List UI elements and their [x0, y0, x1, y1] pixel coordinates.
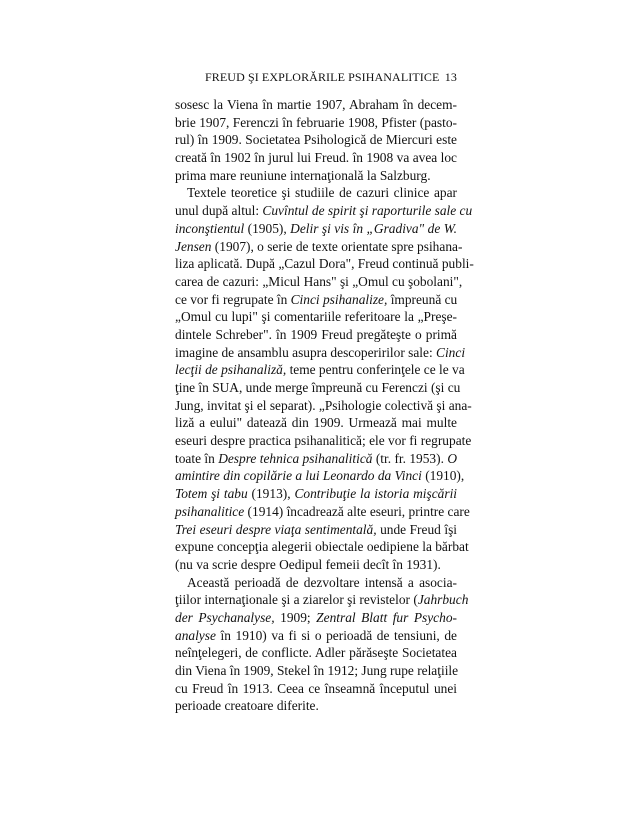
text-run: „Omul cu lupi" şi comentariile referitoare la „Preşe-	[175, 309, 457, 325]
paragraph	[175, 574, 469, 716]
italic-title: Cinci	[436, 344, 466, 360]
text-run: (1910),	[421, 468, 465, 484]
text-run: sosesc la Viena în martie 1907, Abraham în decem-	[175, 97, 457, 112]
text-line	[175, 273, 463, 291]
running-header	[175, 70, 457, 88]
text-run: unul după altul:	[175, 203, 263, 219]
text-run: (1905),	[244, 220, 291, 236]
text-line	[175, 414, 457, 432]
text-run: rul) în 1909. Societatea Psihologică de Miercuri este	[175, 132, 457, 148]
text-run: expune concepţia alegerii obiectale oedipiene la bărbat	[175, 539, 469, 555]
italic-title: der Psychanalyse,	[175, 609, 275, 625]
text-line	[175, 255, 474, 273]
italic-title: O	[447, 450, 457, 466]
text-line	[175, 538, 469, 556]
text-line	[175, 574, 457, 592]
text-line	[175, 485, 457, 503]
text-line	[175, 202, 473, 220]
text-line	[175, 432, 472, 450]
text-line	[175, 662, 457, 680]
text-line	[175, 609, 457, 627]
text-run: Jung, invitat şi el separat). „Psihologie colectivă şi ana-	[175, 397, 472, 413]
italic-title: Totem şi tabu	[175, 486, 248, 502]
paragraph	[175, 96, 457, 184]
italic-title: lecţii de psihanaliză,	[175, 362, 287, 378]
italic-title: Zentral Blatt fur Psycho-	[316, 609, 457, 625]
text-line	[175, 114, 457, 132]
text-line	[175, 397, 472, 415]
text-line	[175, 238, 463, 256]
text-run: brie 1907, Ferenczi în februarie 1908, Pfister (pasto-	[175, 114, 457, 130]
text-line	[175, 467, 465, 485]
text-run: teme pentru conferinţele ce le va	[286, 362, 465, 378]
italic-title: Jahrbuch	[417, 592, 469, 608]
text-line	[175, 291, 457, 309]
text-run: (tr. fr. 1953).	[372, 450, 448, 466]
italic-title: amintire din copilărie a lui Leonardo da Vinci	[175, 468, 422, 484]
text-run: eseuri despre practica psihanalitică; ele vor fi regrupate	[175, 433, 472, 449]
italic-title: Trei eseuri despre viaţa sentimentală,	[175, 521, 377, 537]
text-run: ţiilor internaţionale şi a ziarelor şi revistelor (	[175, 592, 418, 608]
text-run: împreună cu	[387, 291, 458, 307]
text-line	[175, 644, 457, 662]
italic-title: inconştientul	[175, 220, 245, 236]
text-run: (1914) încadrează alte eseuri, printre care	[244, 503, 470, 519]
text-line	[175, 450, 457, 468]
text-run: perioade creatoare diferite.	[175, 698, 319, 714]
italic-title: Cinci psihanalize,	[290, 291, 388, 307]
italic-title: Cuvîntul de spirit şi raporturile sale cu	[262, 203, 473, 219]
text-line	[175, 627, 457, 645]
italic-title: Contribuţie la istoria mişcării	[294, 486, 458, 502]
italic-title: Delir şi vis în „Gradiva" de W.	[290, 220, 457, 236]
text-run: 1909;	[274, 609, 317, 625]
text-run: (1907), o serie de texte orientate spre psihana-	[211, 238, 463, 254]
text-line	[175, 96, 457, 114]
text-line	[175, 697, 457, 715]
text-run: ţine în SUA, unde merge împreună cu Ferenczi (şi cu	[175, 380, 461, 395]
text-line	[175, 503, 470, 521]
text-line	[175, 591, 469, 609]
text-run: prima mare reuniune internaţională la Salzburg.	[175, 167, 431, 183]
text-run: în 1910) va fi si o perioadă de tensiuni, de	[215, 627, 457, 643]
text-run: unde Freud îşi	[376, 521, 457, 537]
text-run: Textele teoretice şi studiile de cazuri clinice apar	[187, 185, 457, 201]
text-line	[175, 680, 457, 698]
text-run: ce vor fi regrupate în	[175, 291, 291, 307]
text-run: neînţelegeri, de conflicte. Adler părăseşte Societatea	[175, 645, 457, 661]
text-run: toate în	[175, 450, 219, 466]
text-line	[175, 326, 457, 344]
text-run: cu Freud în 1913. Ceea ce înseamnă începutul unei	[175, 680, 457, 696]
text-run: dintele Schreber". în 1909 Freud pregăteşte o primă	[175, 326, 457, 342]
body-text	[175, 96, 474, 715]
text-run: Această perioadă de dezvoltare intensă a asocia-	[187, 574, 457, 590]
italic-title: analyse	[175, 627, 216, 643]
text-run: liză a eului" datează din 1909. Urmează mai multe	[175, 415, 457, 431]
text-line	[175, 308, 457, 326]
text-run: creată în 1902 în jurul lui Freud. în 1908 va avea loc	[175, 150, 457, 166]
page-number: 13	[444, 70, 457, 84]
text-run: (1913),	[247, 486, 295, 502]
text-line	[175, 131, 457, 149]
text-run: liza aplicată. După „Cazul Dora", Freud continuă publi-	[175, 256, 474, 272]
text-line	[175, 184, 457, 202]
paragraph	[175, 184, 474, 573]
italic-title: Jensen	[175, 238, 212, 254]
text-line	[175, 361, 465, 379]
text-line	[175, 379, 461, 397]
italic-title: psihanalitice	[175, 503, 245, 519]
text-line	[175, 556, 457, 574]
text-run: imagine de ansamblu asupra descoperirilor sale:	[175, 344, 437, 360]
italic-title: Despre tehnica psihanalitică	[218, 450, 373, 466]
text-run: (nu va scrie despre Oedipul femeii decît în 1931).	[175, 556, 441, 572]
text-line	[175, 167, 457, 185]
text-line	[175, 149, 457, 167]
text-line	[175, 521, 457, 539]
text-run: din Viena în 1909, Stekel în 1912; Jung rupe relaţiile	[175, 663, 459, 678]
text-line	[175, 344, 466, 362]
text-line	[175, 220, 457, 238]
running-title: FREUD ŞI EXPLORĂRILE PSIHANALITICE	[205, 70, 440, 84]
text-run: carea de cazuri: „Micul Hans" şi „Omul cu şobolani",	[175, 273, 463, 289]
